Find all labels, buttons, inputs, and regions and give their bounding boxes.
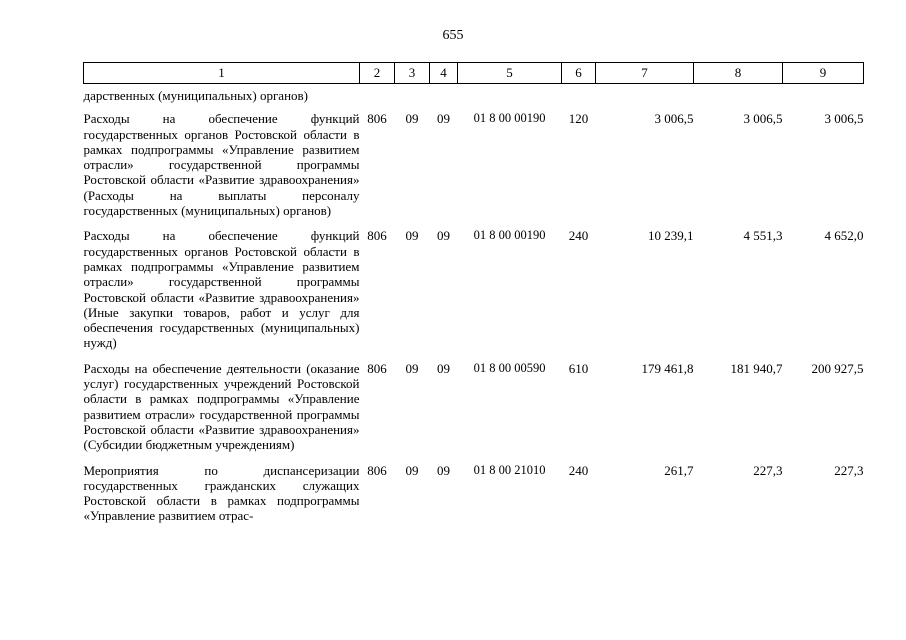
subsection-code: 09: [437, 228, 450, 244]
table-row: [84, 463, 864, 534]
row-description: Расходы на обеспечение функций государственных органов Ростовской области в рамках подпрограммы «Управление развитием отрасли» государственной программы Ростовской области «Развитие здравоохранения» (Расходы на выплаты персоналу государственных (муниципальных) органов): [83, 111, 360, 219]
target-article-code: 01 8 00 21010: [473, 462, 546, 477]
expense-type-code: 610: [568, 360, 589, 376]
column-header: 6: [562, 63, 596, 84]
ministry-code: 806: [367, 360, 387, 376]
amount-year-1: 3 006,5: [654, 111, 694, 127]
amount-year-3: 200 927,5: [811, 360, 864, 376]
amount-year-2: 3 006,5: [743, 111, 783, 127]
expense-type-code: 240: [568, 462, 589, 478]
target-article-code: 01 8 00 00590: [473, 360, 546, 375]
expense-type-code: 120: [568, 111, 589, 127]
table-row: [84, 111, 864, 228]
row-description: Расходы на обеспечение функций государственных органов Ростовской области в рамках подпрограммы «Управление развитием отрасли» государственной программы Ростовской области «Развитие здравоохранения» (Иные закупки товаров, работ и услуг для обеспечения государственных (муниципальных) нужд): [83, 228, 360, 351]
column-header: 2: [360, 63, 395, 84]
continuation-text: дарственных (муниципальных) органов): [83, 88, 309, 103]
ministry-code: 806: [367, 228, 387, 244]
table-row: [84, 228, 864, 360]
subsection-code: 09: [437, 462, 450, 478]
column-header: 4: [430, 63, 458, 84]
ministry-code: 806: [367, 462, 387, 478]
expense-type-code: 240: [568, 228, 589, 244]
column-header: 8: [694, 63, 783, 84]
page-number: 655: [442, 28, 464, 43]
column-header: 3: [395, 63, 430, 84]
section-code: 09: [405, 462, 419, 478]
column-header: 7: [596, 63, 694, 84]
section-code: 09: [405, 111, 419, 127]
target-article-code: 01 8 00 00190: [473, 111, 546, 126]
amount-year-1: 10 239,1: [648, 228, 694, 244]
budget-table: [83, 62, 864, 534]
amount-year-3: 3 006,5: [824, 111, 864, 127]
row-description: Мероприятия по диспансеризации государственных гражданских служащих Ростовской области в рамках подпрограммы «Управление развитием отрас-: [83, 462, 360, 524]
subsection-code: 09: [437, 111, 450, 127]
continuation-row: [84, 84, 864, 112]
row-description: Расходы на обеспечение деятельности (оказание услуг) государственных учреждений Ростовской области в рамках подпрограммы «Управление развитием отрасли» государственной программы Ростовской области «Развитие здравоохранения» (Субсидии бюджетным учреждениям): [83, 360, 360, 453]
target-article-code: 01 8 00 00190: [473, 228, 546, 243]
column-header: 5: [458, 63, 562, 84]
amount-year-2: 181 940,7: [730, 360, 783, 376]
column-header: 9: [783, 63, 864, 84]
amount-year-2: 227,3: [753, 462, 783, 478]
section-code: 09: [405, 228, 419, 244]
amount-year-1: 179 461,8: [641, 360, 694, 376]
amount-year-1: 261,7: [664, 462, 694, 478]
amount-year-3: 4 652,0: [824, 228, 864, 244]
amount-year-2: 4 551,3: [743, 228, 783, 244]
column-header: 1: [84, 63, 360, 84]
ministry-code: 806: [367, 111, 387, 127]
subsection-code: 09: [437, 360, 450, 376]
amount-year-3: 227,3: [834, 462, 864, 478]
table-header-row: [84, 63, 864, 84]
table-row: [84, 361, 864, 463]
section-code: 09: [405, 360, 419, 376]
